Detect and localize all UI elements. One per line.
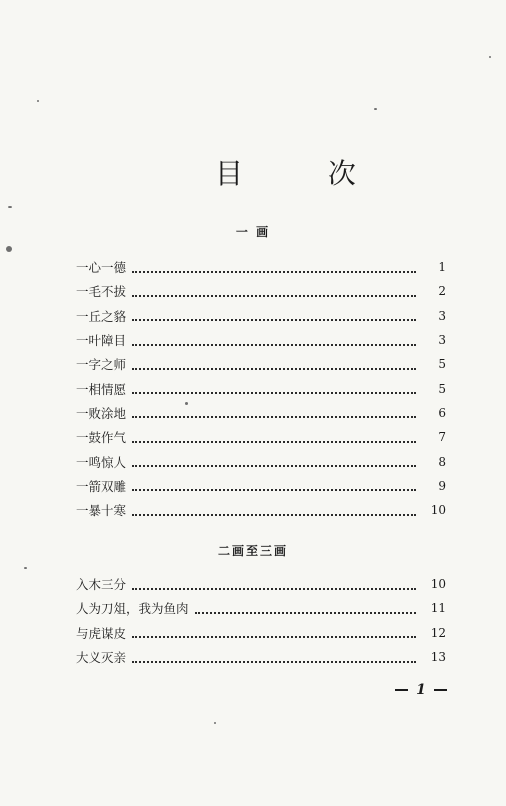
toc-entry[interactable] [76,279,446,303]
scan-speck [24,567,27,569]
toc-entry-page: 1 [438,260,446,275]
dot-leader [132,415,416,418]
dot-leader [195,611,416,614]
toc-entry[interactable] [76,352,446,376]
dot-leader [132,464,416,467]
dot-leader [132,587,416,590]
toc-entry[interactable] [76,328,446,352]
page-footer [395,682,447,698]
page-title: 目 次 [215,157,394,190]
footer-dash-left [395,689,408,691]
scan-speck [6,246,12,252]
dot-leader [132,270,416,273]
toc-entry-page: 9 [438,478,446,493]
scan-speck [374,108,377,110]
dot-leader [132,635,416,638]
dot-leader [132,318,416,321]
toc-entry-page: 7 [438,430,446,445]
toc-entry-page: 3 [438,333,446,348]
toc-entry-title: 入木三分 [76,577,127,593]
toc-entry-title: 一相情愿 [76,381,127,397]
toc-entry[interactable] [76,572,446,596]
dot-leader [132,440,416,443]
toc-entry-title: 一字之师 [76,357,127,373]
toc-entry-page: 13 [430,650,446,665]
scan-speck [214,722,216,724]
toc-entry-page: 5 [438,381,446,396]
toc-entry[interactable] [76,498,446,522]
toc-entry-title: 一箭双雕 [76,478,127,494]
toc-entry-title: 一鼓作气 [76,430,127,446]
toc-entry-title: 一心一德 [76,260,127,276]
toc-section-1 [76,255,446,522]
section-header-1: 一 画 [235,225,271,239]
toc-entry[interactable] [76,425,446,449]
toc-entry[interactable] [76,376,446,400]
toc-entry[interactable] [76,304,446,328]
toc-entry-title: 一败涂地 [76,405,127,421]
toc-entry-title: 一毛不拔 [76,284,127,300]
scan-speck [8,206,12,208]
dot-leader [132,294,416,297]
toc-entry[interactable] [76,645,446,669]
toc-entry-title: 一丘之貉 [76,308,127,324]
toc-entry-page: 10 [430,577,446,592]
toc-entry-title: 一暴十寒 [76,503,127,519]
toc-entry[interactable] [76,255,446,279]
toc-entry-title: 一鸣惊人 [76,454,127,470]
dot-leader [132,488,416,491]
toc-entry[interactable] [76,474,446,498]
toc-entry-page: 10 [430,503,446,518]
toc-entry-page: 3 [438,308,446,323]
toc-entry-page: 8 [438,454,446,469]
footer-page-number: 1 [416,682,426,698]
toc-entry-title: 与虎谋皮 [76,625,127,641]
dot-leader [132,343,416,346]
section-header-2: 二画至三画 [217,544,288,558]
toc-entry[interactable] [76,596,446,620]
scan-speck [489,56,491,58]
dot-leader [132,367,416,370]
scan-speck [37,100,39,102]
toc-entry-page: 5 [438,357,446,372]
toc-entry-page: 11 [430,601,446,616]
toc-entry[interactable] [76,449,446,473]
scan-speck [185,402,188,405]
toc-entry[interactable] [76,401,446,425]
toc-entry-page: 12 [430,625,446,640]
toc-entry-page: 6 [438,405,446,420]
dot-leader [132,513,416,516]
toc-entry-title: 人为刀俎，我为鱼肉 [76,601,189,617]
toc-section-2 [76,572,446,669]
toc-entry-title: 大义灭亲 [76,650,127,666]
dot-leader [132,660,416,663]
dot-leader [132,391,416,394]
toc-entry-title: 一叶障目 [76,333,127,349]
toc-entry-page: 2 [438,284,446,299]
footer-dash-right [434,689,447,691]
toc-entry[interactable] [76,621,446,645]
